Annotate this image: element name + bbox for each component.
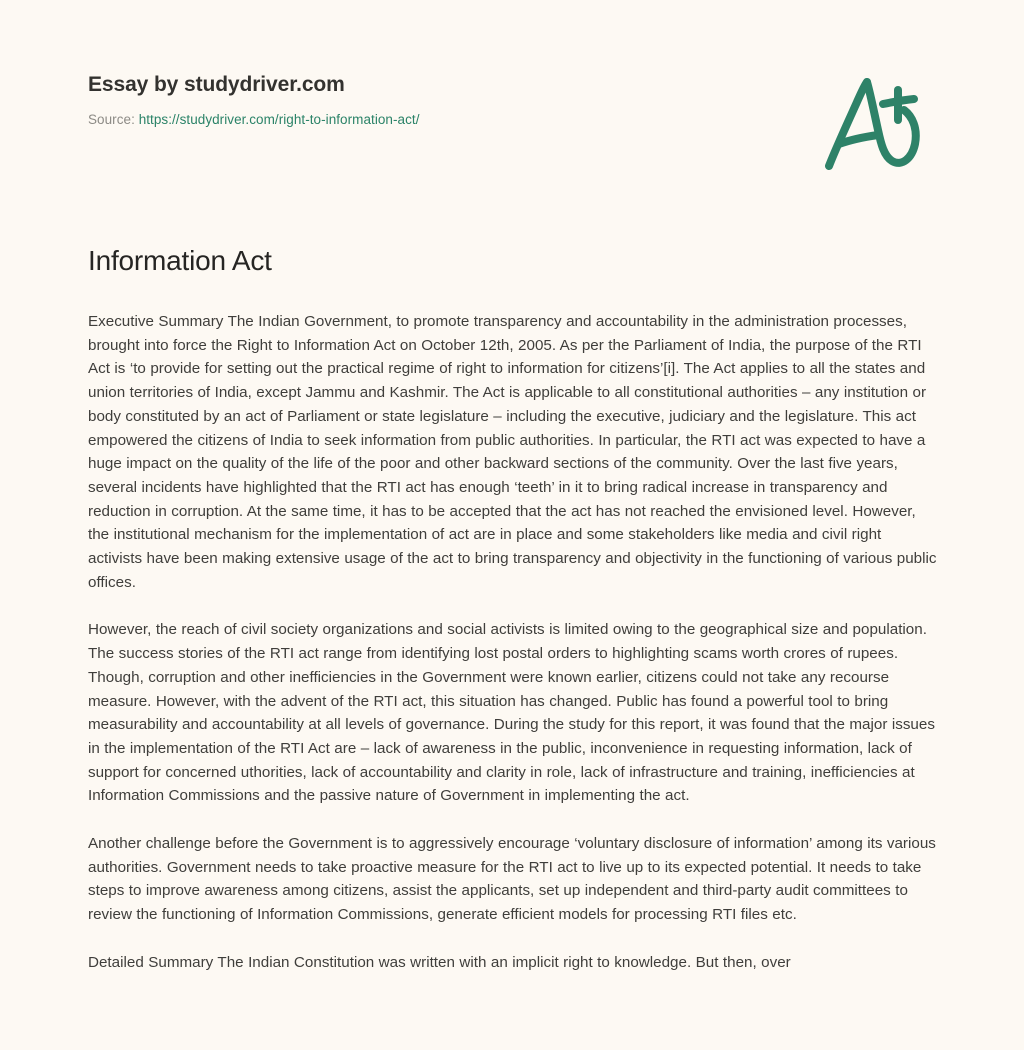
byline: Essay by studydriver.com xyxy=(88,73,345,96)
source-label: Source: xyxy=(88,112,135,128)
paragraph: Detailed Summary The Indian Constitution was written with an implicit right to knowledge. But then, over xyxy=(88,953,791,971)
paragraph: Executive Summary The Indian Government, to promote transparency and accountability in the administration processes, brought into force the Right to Information Act on October 12th, 2005. As per the Parliament of India, the purpose of the RTI Act is ‘to provide for setting out the practical regime of right to information for citizens’[i]. The Act applies to all the states and union territories of India, except Jammu and Kashmir. The Act is applicable to all constitutional authorities – any institution or body constituted by an act of Parliament or state legislature – including the executive, judiciary and the legislature. This act empowered the citizens of India to seek information from public authorities. In particular, the RTI act was expected to have a huge impact on the quality of the life of the poor and other backward sections of the community. Over the last five years, several incidents have highlighted that the RTI act has enough ‘teeth’ in it to bring radical increase in transparency and reduction in corruption. At the same time, it has to be accepted that the act has not reached the envisioned level. However, the institutional mechanism for the implementation of act are in place and some stakeholders like media and civil right activists have been making extensive usage of the act to bring transparency and objectivity in the functioning of various public offices. xyxy=(88,313,937,591)
paragraph: Another challenge before the Government is to aggressively encourage ‘voluntary disclosure of information’ among its various authorities. Government needs to take proactive measure for the RTI act to live up to its expected potential. It needs to take steps to improve awareness among citizens, assist the applicants, set up independent and third-party audit committees to review the functioning of Information Commissions, generate efficient models for processing RTI files etc. xyxy=(88,835,936,924)
source-url-link[interactable]: https://studydriver.com/right-to-information-act/ xyxy=(138,112,420,128)
a-plus-logo xyxy=(812,66,932,178)
paragraph: However, the reach of civil society organizations and social activists is limited owing to the geographical size and population. The success stories of the RTI act range from identifying lost postal orders to highlighting scams worth crores of rupees. Though, corruption and other inefficiencies in the Government were known earlier, citizens could not take any recourse measure. However, with the advent of the RTI act, this situation has changed. Public has found a powerful tool to bring measurability and accountability at all levels of governance. During the study for this report, it was found that the major issues in the implementation of the RTI Act are – lack of awareness in the public, inconvenience in requesting information, lack of support for concerned uthorities, lack of accountability and clarity in role, lack of infrastructure and training, inefficiencies at Information Commissions and the passive nature of Government in implementing the act. xyxy=(88,621,935,805)
page-title: Information Act xyxy=(88,245,272,276)
essay-body xyxy=(88,310,938,975)
